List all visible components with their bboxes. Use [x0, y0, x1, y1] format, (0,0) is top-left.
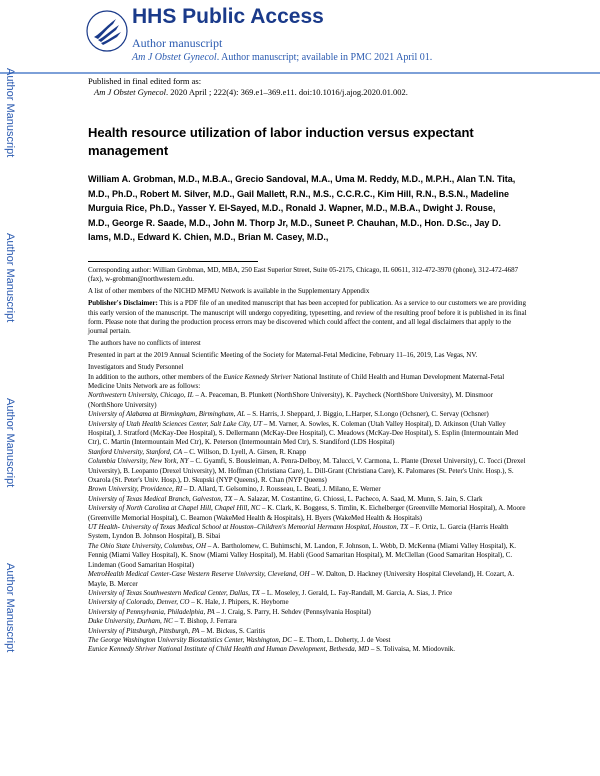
- hhs-eagle-logo-icon: [86, 10, 128, 52]
- hhs-title: HHS Public Access: [132, 5, 324, 28]
- site-entry: [88, 485, 528, 494]
- site-institution: University of North Carolina at Chapel Hill, Chapel Hill, NC: [88, 504, 261, 513]
- site-entry: [88, 645, 528, 654]
- investigators-heading: Investigators and Study Personnel: [88, 363, 184, 372]
- site-institution: University of Pittsburgh, Pittsburgh, PA: [88, 626, 200, 635]
- investigators-intro: In addition to the authors, other members of the Eunice Kennedy Shriver National Institute of Child Health and Human Development Maternal-Fetal Medicine Units Network are as follows:: [88, 372, 505, 390]
- disclaimer-text: This is a PDF file of an unedited manuscript that has been accepted for publication. As a service to our customers we are providing this early version of the manuscript. The manuscript will undergo copyediting, typesetting, and review of the resulting proof before it is published in its final form. Please note that during the production process errors may be discovered which could affect the content, and all legal disclaimers that apply to the journal pertain.: [88, 299, 527, 336]
- site-institution: University of Texas Medical Branch, Galveston, TX: [88, 494, 233, 503]
- site-people: – L. Moseley, J. Gerald, L. Fay-Randall, M. Garcia, A. Sias, J. Price: [259, 588, 453, 597]
- site-entry: [88, 598, 528, 607]
- site-institution: University of Alabama at Birmingham, Birmingham, AL: [88, 410, 246, 419]
- site-people: – S. Tolivaisa, M. Miodovnik.: [369, 645, 456, 654]
- site-institution: UT Health- University of Texas Medical School at Houston–Children's Memorial Hermann Hospital, Houston, TX: [88, 523, 409, 532]
- citation-details: . 2020 April ; 222(4): 369.e1–369.e11. doi:10.1016/j.ajog.2020.01.002.: [166, 87, 408, 97]
- site-institution: Eunice Kennedy Shriver National Institute of Child Health and Human Development, Bethesda, MD: [88, 645, 370, 654]
- site-people: – C. Gyamfi, S. Bousleiman, A. Penra-Delboy, M. Talucci, V. Carmona, L. Plante (Drexel University), C. Tocci (Drexel University), B. Leopanto (Drexel University), M. Hoffman (Christiana Care), L. Dill-Grant (Christiana Care), K. Palomares (St. Peter's Univ. Hosp.), S. Oxarola (St. Peter's Univ. Hosp.), D. Skupski (NYP Queens), R. Chan (NYP Queens): [88, 457, 526, 485]
- site-people: – F. Ortiz, L. Garcia (Harris Health System, Lyndon B. Johnson Hospital), B. Sibai: [88, 523, 509, 541]
- site-institution: University of Texas Southwestern Medical Center, Dallas, TX: [88, 588, 260, 597]
- site-entry: [88, 589, 528, 598]
- site-entry: [88, 410, 528, 419]
- site-people: – J. Craig, S. Parry, H. Sehdev (Pennsylvania Hospital): [214, 607, 371, 616]
- site-institution: The George Washington University Biostatistics Center, Washington, DC: [88, 635, 292, 644]
- site-entry: [88, 457, 528, 485]
- availability-text: . Author manuscript; available in PMC 2021 April 01.: [216, 52, 433, 63]
- site-people: – K. Hale, J. Phipers, K. Heyborne: [189, 598, 289, 607]
- site-people: – E. Thom, L. Doherty, J. de Voest: [291, 635, 391, 644]
- publication-info: [88, 76, 408, 98]
- site-institution: University of Pennsylvania, Philadelphia, PA: [88, 607, 215, 616]
- site-people: – M. Bickus, S. Caritis: [199, 626, 266, 635]
- site-institution: The Ohio State University, Columbus, OH: [88, 541, 207, 550]
- site-institution: Stanford University, Stanford, CA: [88, 447, 183, 456]
- corresponding-author: Corresponding author: William Grobman, MD, MBA, 250 East Superior Street, Suite 05-2175, Chicago, IL 60611, 312-472-3970 (phone), 312-472-4687 (fax), w-grobman@northwestern.edu.: [88, 266, 519, 284]
- site-entry: [88, 608, 528, 617]
- site-people: – A. Bartholomew, C. Buhimschi, M. Landon, F. Johnson, L. Webb, D. McKenna (Miami Valley Hospital), K. Fennig (Miami Valley Hospital), K. Snow (Miami Valley Hospital), M. Habli (Good Samaritan Hospital), M. McClellan (Good Samaritan Hospital), C. Lindeman (Good Samaritan Hospital): [88, 541, 517, 569]
- site-institution: Brown University, Providence, RI: [88, 485, 183, 494]
- site-institution: Duke University, Durham, NC: [88, 617, 173, 626]
- site-entry: [88, 504, 528, 523]
- conflicts-note: The authors have no conflicts of interest: [88, 339, 201, 348]
- site-entry: [88, 617, 528, 626]
- site-entry: [88, 570, 528, 589]
- site-entry: [88, 523, 528, 542]
- site-entry: [88, 448, 528, 457]
- site-entry: [88, 420, 528, 448]
- journal-abbrev[interactable]: Am J Obstet Gynecol: [132, 52, 217, 63]
- site-people: – A. Peaceman, B. Plunkett (NorthShore University), K. Paycheck (NorthShore University), M. Dinsmoor (NorthShore University): [88, 391, 493, 409]
- site-entry: [88, 636, 528, 645]
- published-intro: Published in final edited form as:: [88, 76, 202, 86]
- site-list: [88, 391, 528, 654]
- site-entry: [88, 391, 528, 410]
- site-entry: [88, 495, 528, 504]
- site-institution: University of Utah Health Sciences Center, Salt Lake City, UT: [88, 419, 263, 428]
- members-note: A list of other members of the NICHD MFMU Network is available in the Supplementary Appendix: [88, 287, 370, 296]
- site-people: – M. Varner, A. Sowles, K. Coleman (Utah Valley Hospital), D. Atkinson (Utah Valley Hospital), J. Stratford (McKay-Dee Hospital), S. Dellermann (McKay-Dee Hospital), C. Meadows (McKay-Dee Hospital), S. Esplin (Intermountain Med Ctr), C. Martin (Intermountain Med Ctr), K. Peterson (Intermountain Med Ctr), S. Standiford (LDS Hospital): [88, 419, 519, 447]
- site-people: – K. Clark, K. Boggess, S. Timlin, K. Eichelberger (Greenville Memorial Hospital), A. Moore (Greenville Memorial Hospital), C. Beamon (WakeMed Health & Hospitals), H. Byers (WakeMed Health & Hospitals): [88, 504, 526, 522]
- presented-note: Presented in part at the 2019 Annual Scientific Meeting of the Society for Maternal-Fetal Medicine, February 11–16, 2019, Las Vegas, NV.: [88, 351, 478, 360]
- site-institution: University of Colorado, Denver, CO: [88, 598, 190, 607]
- site-entry: [88, 627, 528, 636]
- publisher-disclaimer: [88, 299, 528, 337]
- manuscript-type: Author manuscript: [132, 36, 223, 50]
- site-people: – S. Harris, J. Sheppard, J. Biggio, L.Harper, S.Longo (Ochsner), C. Servay (Ochsner): [245, 410, 489, 419]
- citation: [88, 87, 408, 98]
- site-institution: Northwestern University, Chicago, IL: [88, 391, 194, 400]
- author-list: William A. Grobman, M.D., M.B.A., Grecio Sandoval, M.A., Uma M. Reddy, M.D., M.P.H., Alan T.N. Tita, M.D., Ph.D., Robert M. Silver, M.D., Gail Mallett, R.N., M.S., C.C.R.C., Kim Hill, R.N., B.S.N., Madeline Murguia Rice, Ph.D., Yasser Y. El-Sayed, M.D., Ronald J. Wapner, M.D., M.B.A., Dwight J. Rouse, M.D., George R. Saade, M.D., John M. Thorp Jr, M.D., Suneet P. Chauhan, M.D., Hon. D.Sc., Jay D. Iams, M.D., Edward K. Chien, M.D., Brian M. Casey, M.D.,: [88, 174, 516, 242]
- site-entry: [88, 542, 528, 570]
- article-title: Health resource utilization of labor induction versus expectant management: [88, 125, 474, 158]
- site-people: – D. Allard, T. Gelsomino, J. Rousseau, L. Beati, J. Milano, E. Werner: [182, 485, 381, 494]
- site-people: – C. Willson, D. Lyell, A. Girsen, R. Knapp: [182, 447, 307, 456]
- site-institution: MetroHealth Medical Center-Case Western Reserve University, Cleveland, OH: [88, 570, 310, 579]
- citation-journal: Am J Obstet Gynecol: [94, 87, 166, 97]
- site-people: – W. Dalton, D. Hackney (University Hospital Cleveland), H. Cozart, A. Mayle, B. Mercer: [88, 570, 515, 588]
- header-rule: [0, 72, 600, 74]
- site-people: – A. Salazar, M. Costantine, G. Chiossi, L. Pacheco, A. Saad, M. Munn, S. Jain, S. Clark: [232, 494, 483, 503]
- journal-availability: [132, 52, 432, 63]
- disclaimer-label: Publisher's Disclaimer:: [88, 299, 158, 308]
- footnotes: [88, 266, 528, 655]
- site-institution: Columbia University, New York, NY: [88, 457, 189, 466]
- site-people: – T. Bishop, J. Ferrara: [172, 617, 237, 626]
- hhs-header: [0, 0, 600, 72]
- footnote-rule: [88, 261, 258, 262]
